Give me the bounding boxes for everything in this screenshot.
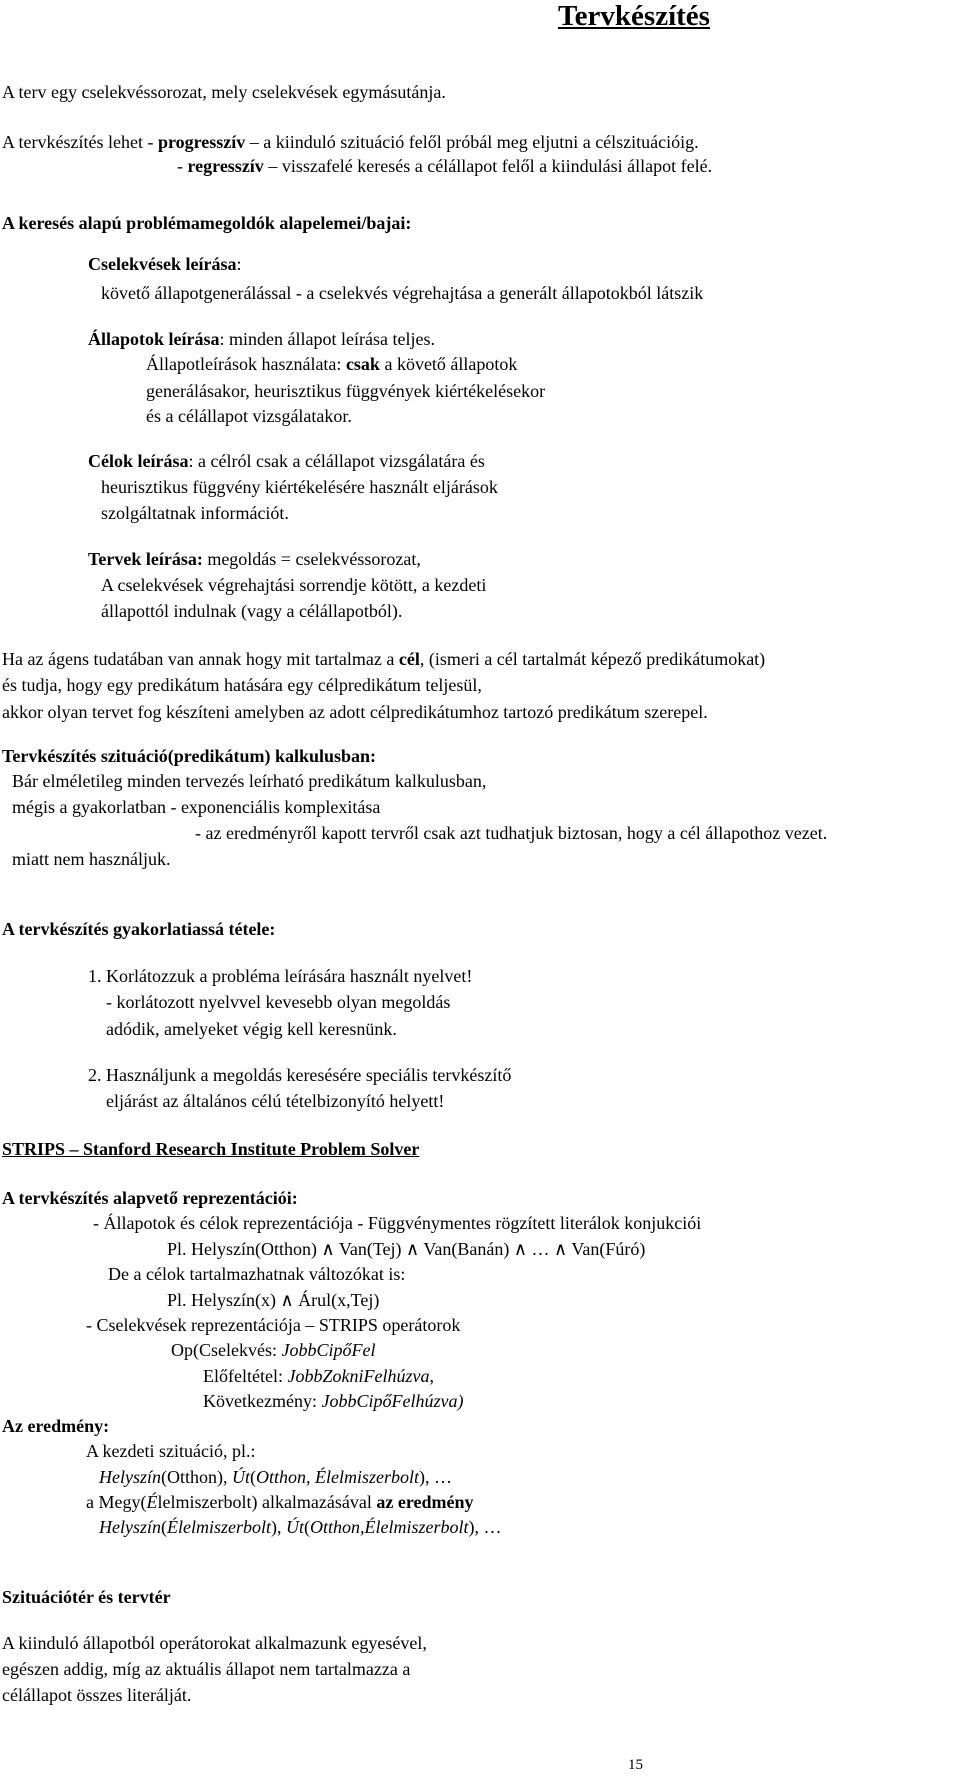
calculus-line-4: miatt nem használjuk.: [12, 849, 171, 869]
states-line: Állapotok leírása: minden állapot leírása teljes.: [88, 329, 435, 349]
agent-line-3: akkor olyan tervet fog készíteni amelyben az adott célpredikátumhoz tartozó predikátum szerepel.: [2, 702, 708, 722]
representation-line-4: Pl. Helyszín(x) ∧ Árul(x,Tej): [167, 1290, 380, 1310]
states-use-line-1: Állapotleírások használata: csak a követő állapotok: [146, 354, 518, 374]
practice-item-1-sub-2: adódik, amelyeket végig kell keresnünk.: [106, 1019, 397, 1039]
actions-label: Cselekvések leírása:: [88, 254, 242, 274]
agent-line-1: Ha az ágens tudatában van annak hogy mit tartalmaz a cél, (ismeri a cél tartalmát képező predikátumokat): [2, 649, 766, 669]
practice-item-2-sub-1: eljárást az általános célú tételbizonyító helyett!: [106, 1091, 445, 1111]
result-line-3: a Megy(Élelmiszerbolt) alkalmazásával az eredmény: [86, 1492, 474, 1512]
progressive-term: progresszív: [157, 132, 246, 152]
result-heading: Az eredmény:: [2, 1416, 110, 1436]
plans-line-3: állapottól indulnak (vagy a célállapotból).: [101, 601, 403, 621]
representation-line-2: Pl. Helyszín(Otthon) ∧ Van(Tej) ∧ Van(Banán) ∧ … ∧ Van(Fúró): [167, 1239, 646, 1259]
calculus-line-2: mégis a gyakorlatban - exponenciális komplexitása: [12, 797, 381, 817]
representation-line-3: De a célok tartalmazhatnak változókat is:: [108, 1264, 406, 1284]
states-use-line-3: és a célállapot vizsgálatakor.: [146, 406, 352, 426]
practice-item-2: 2. Használjunk a megoldás keresésére speciális tervkészítő: [88, 1065, 512, 1085]
actions-text: követő állapotgenerálással - a cselekvés végrehajtása a generált állapotokból látszik: [101, 283, 704, 303]
plans-line-2: A cselekvések végrehajtási sorrendje kötött, a kezdeti: [101, 575, 487, 595]
practice-item-1-sub-1: - korlátozott nyelvvel kevesebb olyan megoldás: [106, 992, 451, 1012]
strips-heading: STRIPS – Stanford Research Institute Problem Solver: [2, 1139, 420, 1159]
page-title: Tervkészítés: [558, 0, 710, 32]
operator-line: Op(Cselekvés: JobbCipőFel: [171, 1340, 376, 1360]
representations-heading: A tervkészítés alapvető reprezentációi:: [2, 1188, 298, 1208]
precondition-line: Előfeltétel: JobbZokniFelhúzva,: [203, 1366, 434, 1386]
effect-line: Következmény: JobbCipőFelhúzva): [203, 1391, 464, 1411]
calculus-heading: Tervkészítés szituáció(predikátum) kalkulusban:: [2, 746, 377, 766]
practice-item-1: 1. Korlátozzuk a probléma leírására használt nyelvet!: [88, 966, 473, 986]
representation-line-1: - Állapotok és célok reprezentációja - Függvénymentes rögzített literálok konjukciói: [93, 1213, 702, 1233]
intro-line-1: A terv egy cselekvéssorozat, mely cselekvések egymásutánja.: [2, 82, 446, 102]
page-number: 15: [628, 1757, 643, 1773]
calculus-line-1: Bár elméletileg minden tervezés leírható predikátum kalkulusban,: [12, 771, 487, 791]
result-line-1: A kezdeti szituáció, pl.:: [86, 1441, 256, 1461]
intro-line-2: A tervkészítés lehet - progresszív – a kiinduló szituáció felől próbál meg eljutni a célszituációig.: [2, 132, 699, 152]
goals-line-3: szolgáltatnak információt.: [101, 503, 289, 523]
situation-heading: Szituációtér és tervtér: [2, 1587, 171, 1607]
agent-line-2: és tudja, hogy egy predikátum hatására egy célpredikátum teljesül,: [2, 675, 482, 695]
goals-line-1: Célok leírása: a célról csak a célállapot vizsgálatára és: [88, 451, 485, 471]
plans-line-1: Tervek leírása: megoldás = cselekvéssorozat,: [88, 549, 421, 569]
situation-line-1: A kiinduló állapotból operátorokat alkalmazunk egyesével,: [2, 1633, 427, 1653]
states-use-line-2: generálásakor, heurisztikus függvények kiértékelésekor: [146, 381, 546, 401]
situation-line-3: célállapot összes literálját.: [2, 1685, 192, 1705]
goals-line-2: heurisztikus függvény kiértékelésére használt eljárások: [101, 477, 498, 497]
result-line-4: Helyszín(Élelmiszerbolt), Út(Otthon,Élelmiszerbolt), …: [99, 1517, 502, 1537]
search-heading: A keresés alapú problémamegoldók alapelemei/bajai:: [2, 213, 412, 233]
practice-heading: A tervkészítés gyakorlatiassá tétele:: [2, 919, 276, 939]
situation-line-2: egészen addig, míg az aktuális állapot nem tartalmazza a: [2, 1659, 411, 1679]
representation-line-5: - Cselekvések reprezentációja – STRIPS operátorok: [86, 1315, 461, 1335]
calculus-line-3: - az eredményről kapott tervről csak azt tudhatjuk biztosan, hogy a cél állapothoz vezet.: [195, 823, 828, 843]
result-line-2: Helyszín(Otthon), Út(Otthon, Élelmiszerbolt), …: [99, 1467, 452, 1487]
intro-line-3: - regresszív – visszafelé keresés a célállapot felől a kiindulási állapot felé.: [177, 156, 713, 176]
regressive-term: regresszív: [187, 156, 264, 176]
